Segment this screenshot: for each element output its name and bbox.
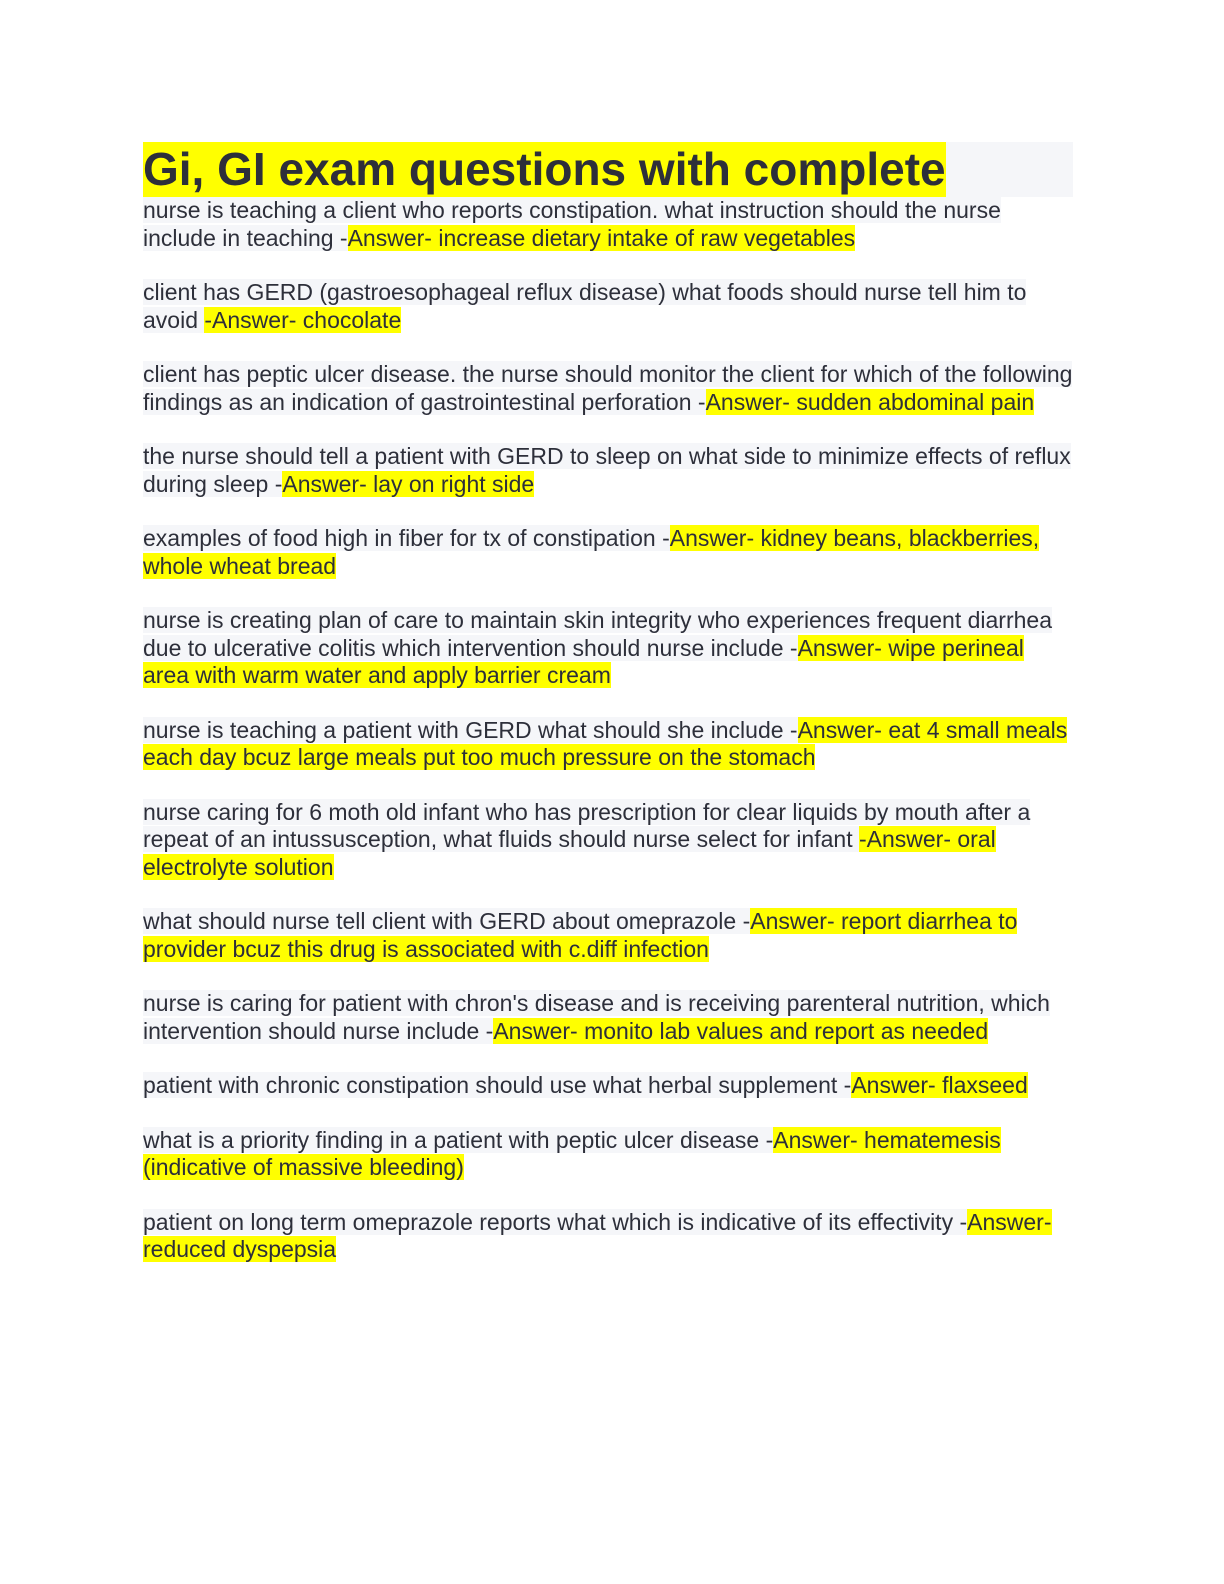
question-text: nurse is teaching a patient with GERD what should she include	[143, 716, 790, 743]
qa-item	[143, 525, 1073, 580]
qa-item	[143, 1072, 1073, 1100]
question-text: nurse caring for 6 moth old infant who has prescription for clear liquids by mouth after a repeat of an intussusception, what fluids should nurse select for infant	[143, 798, 1031, 852]
qa-item	[143, 1209, 1073, 1264]
answer-prefix: -	[959, 1208, 968, 1235]
question-text: client has GERD (gastroesophageal reflux disease) what foods should nurse tell him to avoid	[143, 279, 1027, 333]
qa-item	[143, 443, 1073, 498]
qa-item	[143, 799, 1073, 882]
answer-text: Answer- kidney beans, blackberries, whole wheat bread	[143, 525, 1040, 579]
question-text: patient with chronic constipation should use what herbal supplement	[143, 1072, 844, 1098]
answer-prefix: -	[662, 525, 670, 551]
question-text: examples of food high in fiber for tx of constipation	[143, 525, 663, 551]
answer-prefix: -	[274, 470, 283, 497]
question-text: what should nurse tell client with GERD about omeprazole	[143, 908, 743, 934]
question-text: client has peptic ulcer disease. the nurse should monitor the client for which of the following findings as an indication of gastrointestinal perforation	[143, 361, 1073, 415]
qa-item	[143, 717, 1073, 772]
question-text: patient on long term omeprazole reports what which is indicative of its effectivity	[143, 1208, 960, 1235]
qa-item	[143, 197, 1073, 252]
question-text: what is a priority finding in a patient with peptic ulcer disease	[143, 1126, 766, 1153]
answer-text: -Answer- oral electrolyte solution	[143, 826, 996, 880]
answer-prefix: -	[789, 634, 798, 661]
answer-prefix: -	[742, 908, 751, 934]
qa-item	[143, 279, 1073, 334]
answer-prefix: -	[339, 224, 348, 251]
answer-text: Answer- reduced dyspepsia	[143, 1208, 1052, 1262]
answer-text: Answer- report diarrhea to provider bcuz this drug is associated with c.diff infection	[143, 908, 1018, 962]
qa-item	[143, 607, 1073, 690]
question-text: nurse is creating plan of care to maintain skin integrity who experiences frequent diarrhea due to ulcerative colitis which intervention should nurse include	[143, 607, 1052, 661]
answer-text: -Answer- chocolate	[204, 306, 402, 333]
answer-text: Answer- lay on right side	[282, 470, 535, 497]
qa-item	[143, 908, 1073, 963]
answer-prefix: -	[697, 388, 706, 415]
qa-item	[143, 990, 1073, 1045]
answer-text: Answer- flaxseed	[851, 1072, 1028, 1098]
answer-text: Answer- monito lab values and report as needed	[493, 1017, 989, 1044]
question-text: nurse is caring for patient with chron's disease and is receiving parenteral nutrition, which intervention should nurse include	[143, 990, 1050, 1044]
answer-text: Answer- hematemesis (indicative of massive bleeding)	[143, 1126, 1001, 1180]
answer-prefix: -	[485, 1017, 494, 1044]
answer-prefix: -	[765, 1126, 774, 1153]
document-body	[143, 142, 1073, 1291]
question-text: nurse is teaching a client who reports constipation. what instruction should the nurse include in teaching	[143, 197, 1001, 251]
answer-prefix: -	[843, 1072, 852, 1098]
qa-item	[143, 1127, 1073, 1182]
answer-text: Answer- sudden abdominal pain	[705, 388, 1035, 415]
qa-item	[143, 361, 1073, 416]
answer-prefix: -	[789, 716, 798, 743]
page-title: Gi, GI exam questions with complete	[143, 143, 946, 195]
answer-text: Answer- increase dietary intake of raw vegetables	[347, 224, 856, 251]
title-block	[143, 142, 1073, 197]
answer-text: Answer- eat 4 small meals each day bcuz large meals put too much pressure on the stomach	[143, 716, 1068, 770]
question-text: the nurse should tell a patient with GERD to sleep on what side to minimize effects of reflux during sleep	[143, 443, 1071, 497]
answer-text: Answer- wipe perineal area with warm water and apply barrier cream	[143, 634, 1024, 688]
